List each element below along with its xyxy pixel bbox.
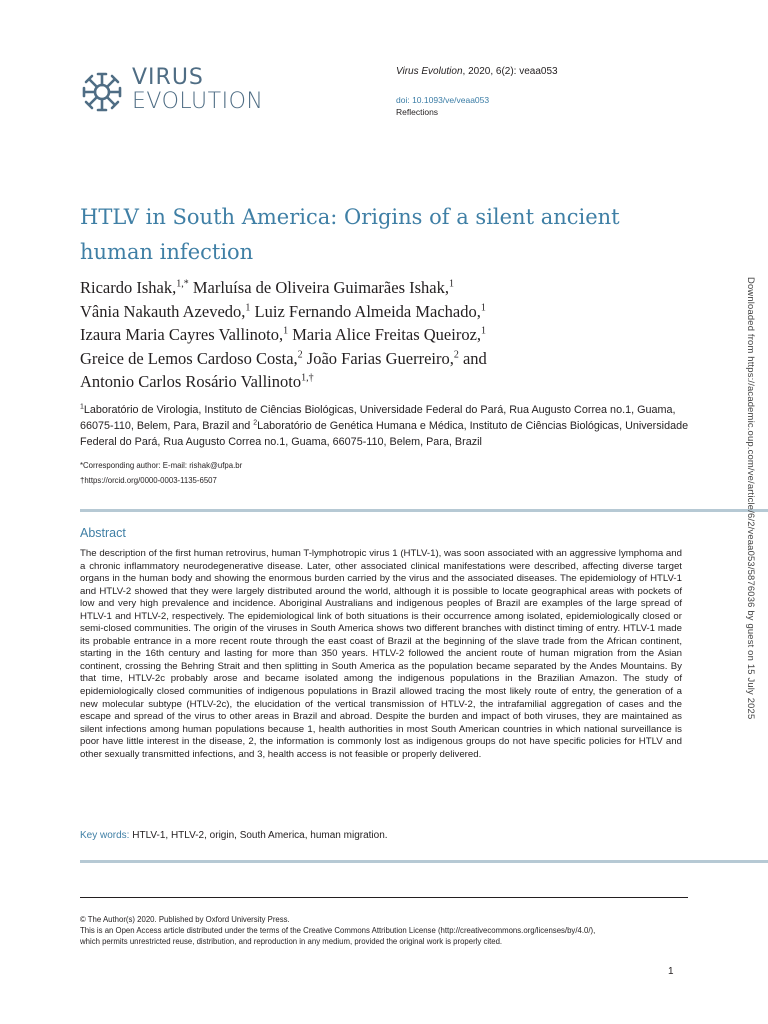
copyright-line: © The Author(s) 2020. Published by Oxford University Press. bbox=[80, 915, 290, 924]
logo-text-virus: VIRUS bbox=[132, 65, 204, 90]
author-affiliation-marker: 1 bbox=[480, 302, 486, 313]
license-line: This is an Open Access article distributed under the terms of the Creative Commons Attribution License (http://creativecommons.org/licenses/by/4.0/), bbox=[80, 926, 596, 935]
abstract-text: The description of the first human retrovirus, human T-lymphotropic virus 1 (HTLV-1), was soon associated with an aggressive lymphoma and a chronic inflammatory neurodegenerative disease. Later, other associated clinical manifestations were described, affecting diverse target organs in the human body and showing the enormous burden carried by the virus and the associated diseases. The epidemiology of HTLV-1 and HTLV-2 showed that they were largely distributed around the world, although it is possible to locate geographical areas with pockets of low and very high prevalence and incidence. Aboriginal Australians and indigenous peoples of Brazil are examples of the large spread of HTLV-1 and HTLV-2, respectively. The epidemiological link of both situations is their occurrence among isolated, epidemiologically closed or semi-closed communities. The origin of the viruses in South America shows two different branches with distinct timing of entry. HTLV-1 made its probable entrance in a more recent route through the east coast of Brazil at the beginning of the slave trade from the African continent, starting in the 16th century and lasting for more than 350 years. HTLV-2 followed the ancient route of human migration from the Asian continent, crossing the Behring Strait and then splitting in South America as the population became separated by the Andes Mountains. By that time, HTLV-2c probably arose and became isolated among the indigenous populations in the Brazilian Amazon. The study of epidemiologically closed communities of indigenous populations in Brazil allowed tracing the most likely route of entry, the generation of a new molecular subtype (HTLV-2c), the elucidation of the vertical transmission of HTLV-2, the intrafamilial aggregation of cases and the escape and spread of the virus to other areas in Brazil and abroad. Despite the burden and impact of both viruses, they are maintained as silent infections among human populations because 1, health authorities in most South American countries in which national surveillance is poor have little interest in the disease, 2, the information is commonly lost as indigenous groups do not have specific policies for HTLV and other sexually transmitted infections, and 3, health access is not feasible or properly delivered. bbox=[80, 548, 682, 760]
section-divider bbox=[80, 509, 768, 512]
author-list bbox=[80, 276, 680, 394]
journal-logo bbox=[78, 66, 278, 118]
keywords-list: HTLV-1, HTLV-2, origin, South America, human migration. bbox=[129, 830, 388, 841]
author-affiliation-marker: 1,† bbox=[301, 372, 314, 384]
author-name[interactable]: Ricardo Ishak, bbox=[80, 278, 177, 297]
author-name[interactable]: Maria Alice Freitas Queiroz, bbox=[288, 325, 482, 344]
author-affiliation-marker: 1 bbox=[283, 325, 289, 337]
download-note-text: Downloaded from https://academic.oup.com/ve/article/6/2/veaa053/5876036 by guest on 15 July 2025 bbox=[746, 277, 757, 720]
article-section: Reflections bbox=[396, 107, 439, 117]
journal-name: Virus Evolution bbox=[396, 66, 463, 77]
journal-meta bbox=[396, 66, 558, 118]
author-affiliation-marker: 1,* bbox=[176, 278, 189, 290]
affiliation-1: Laboratório de Virologia, Instituto de Ciências Biológicas, Universidade Federal do Pará, Rua Augusto Correa no.1, Guama, 66075-110, Belem, Para, Brazil and bbox=[80, 404, 676, 432]
affiliation-marker: 1 bbox=[80, 403, 84, 411]
footnote-rule bbox=[80, 897, 688, 898]
doi-link[interactable]: doi: 10.1093/ve/veaa053 bbox=[396, 95, 490, 105]
journal-citation bbox=[396, 66, 558, 78]
author-name[interactable]: João Farias Guerreiro, bbox=[302, 348, 454, 368]
logo-text-evolution: EVOLUTION bbox=[132, 89, 264, 114]
section-divider bbox=[80, 860, 768, 863]
author-name[interactable]: Antonio Carlos Rosário Vallinoto bbox=[80, 372, 302, 391]
author-name[interactable]: Luiz Fernando Almeida Machado, bbox=[250, 301, 481, 321]
keywords-label: Key words: bbox=[80, 830, 130, 841]
keywords bbox=[80, 830, 388, 842]
author-affiliation-marker: 2 bbox=[297, 349, 303, 360]
license-line: which permits unrestricted reuse, distribution, and reproduction in any medium, provided the original work is properly cited. bbox=[80, 937, 503, 946]
author-name[interactable]: Marluísa de Oliveira Guimarães Ishak, bbox=[188, 278, 449, 297]
download-note bbox=[745, 277, 757, 757]
affiliation-marker: 2 bbox=[253, 419, 258, 427]
article-title: HTLV in South America: Origins of a silent ancient human infection bbox=[80, 205, 620, 264]
author-name[interactable]: Izaura Maria Cayres Vallinoto, bbox=[80, 325, 284, 344]
abstract-heading: Abstract bbox=[80, 526, 126, 540]
corresponding-author: *Corresponding author: E-mail: rishak@ufpa.br bbox=[80, 461, 243, 470]
journal-volume: , 2020, 6(2): veaa053 bbox=[462, 66, 558, 77]
orcid-link[interactable]: †https://orcid.org/0000-0003-1135-6507 bbox=[80, 476, 217, 485]
virus-logo-icon bbox=[78, 68, 126, 116]
author-name[interactable]: Greice de Lemos Cardoso Costa, bbox=[80, 348, 298, 368]
page-number: 1 bbox=[668, 966, 674, 977]
license-block bbox=[80, 914, 720, 947]
affiliations bbox=[80, 402, 690, 450]
author-conjunction: and bbox=[458, 348, 487, 368]
author-affiliation-marker: 2 bbox=[453, 349, 459, 360]
author-affiliation-marker: 1 bbox=[448, 278, 454, 290]
author-affiliation-marker: 1 bbox=[245, 302, 251, 313]
affiliation-2: Laboratório de Genética Humana e Médica, Instituto de Ciências Biológicas, Universidade Federal do Pará, Rua Augusto Correa no.1, Guama, 66075-110, Belem, Para, Brazil bbox=[80, 420, 689, 448]
author-affiliation-marker: 1 bbox=[481, 325, 487, 337]
author-name[interactable]: Vânia Nakauth Azevedo, bbox=[80, 301, 246, 321]
